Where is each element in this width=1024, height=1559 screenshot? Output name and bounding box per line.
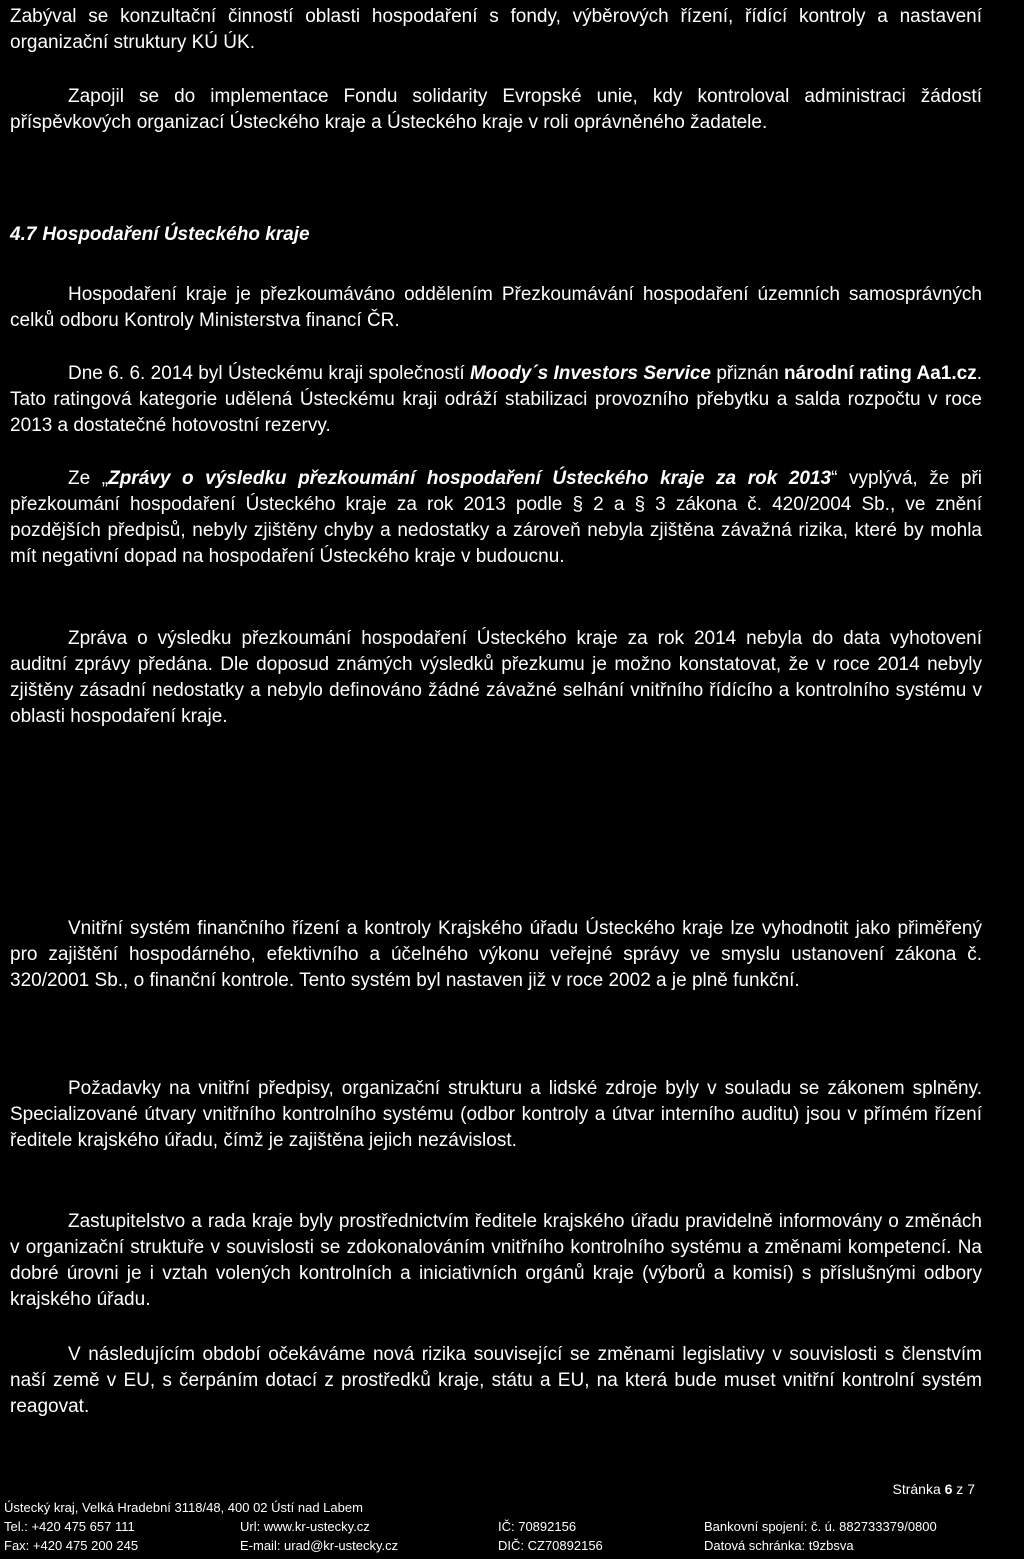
paragraph-council: Zastupitelstvo a rada kraje byly prostřednictvím ředitele krajského úřadu pravidelně informovány o změnách v organizační struktuře v souvislosti se zdokonalováním vnitřního kontrolního systému a změnami kompetencí. Na dobré úrovni je i vztah volených kontrolních a iniciativních orgánů kraje (výborů a komisí) s příslušnými odbory krajského úřadu. [10,1211,982,1310]
footer-databox: Datová schránka: t9zbsva [704,1538,854,1553]
rating-agency-name: Moody´s Investors Service [470,363,711,384]
footer-ico: IČ: 70892156 [498,1519,577,1534]
paragraph-future-risks: V následujícím období očekáváme nová rizika související se změnami legislativy v souvislosti s členstvím naší země v EU, s čerpáním dotací z prostředků kraje, státu a EU, na která bude muset vnitřní kontrolní systém reagovat. [10,1344,982,1417]
footer-fax: Fax: +420 475 200 245 [4,1538,139,1553]
paragraph-rating [10,361,982,439]
rating-text-start: Dne 6. 6. 2014 byl Ústeckému kraji společností [68,363,471,384]
paragraph-review-2013 [10,466,982,570]
paragraph-internal-control-system: Vnitřní systém finančního řízení a kontroly Krajského úřadu Ústeckého kraje lze vyhodnotit jako přiměřený pro zajištění hospodárného, efektivního a účelného výkonu veřejné správy ve smyslu ustanovení zákona č. 320/2001 Sb., o finanční kontrole. Tento systém byl nastaven již v roce 2002 a je plně funkční. [10,918,982,991]
footer-address-row [4,1498,1020,1517]
paragraph-review-oversight: Hospodaření kraje je přezkoumáváno oddělením Přezkoumávání hospodaření územních samosprávných celků odboru Kontroly Ministerstva financí ČR. [10,284,982,331]
paragraph-review-2014: Zpráva o výsledku přezkoumání hospodaření Ústeckého kraje za rok 2014 nebyla do data vyhotovení auditní zprávy předána. Dle doposud známých výsledků přezkumu je možno konstatovat, že v roce 2014 nebyly zjištěny zásadní nedostatky a nebylo definováno žádné závažné selhání vnitřního řídícího a kontrolního systému v oblasti hospodaření kraje. [10,628,982,727]
paragraph-solidarity-fund: Zapojil se do implementace Fondu solidarity Evropské unie, kdy kontroloval administraci žádostí příspěvkových organizací Ústeckého kraje a Ústeckého kraje v roli oprávněného žadatele. [10,86,982,133]
rating-text-end: . Tato ratingová kategorie udělená Ústeckému kraji odráží stabilizaci provozního přebytku a salda rozpočtu v roce 2013 a dostatečné hotovostní rezervy. [10,363,983,436]
review-2013-open: Ze „ [68,468,109,489]
page-total: 7 [967,1481,975,1497]
section-title: Hospodaření Ústeckého kraje [42,224,310,245]
footer-contact-row [4,1517,1020,1536]
footer-address: Ústecký kraj, Velká Hradební 3118/48, 400 02 Ústí nad Labem [4,1500,363,1515]
paragraph-consulting: Zabýval se konzultační činností oblasti hospodaření s fondy, výběrových řízení, řídící kontroly a nastavení organizační struktury KÚ ÚK. [10,6,982,53]
page-number: Stránka 6 z 7 [892,1481,975,1497]
page-current: 6 [944,1481,953,1497]
rating-value: národní rating Aa1.cz [784,363,977,384]
section-heading [10,222,310,248]
footer-dic: DIČ: CZ70892156 [498,1538,603,1553]
footer-url[interactable]: Url: www.kr-ustecky.cz [240,1519,370,1534]
paragraph-requirements: Požadavky na vnitřní předpisy, organizační strukturu a lidské zdroje byly v souladu se zákonem splněny. Specializované útvary vnitřního kontrolního systému (odbor kontroly a útvar interního auditu) jsou v přímém řízení ředitele krajského úřadu, čímž je zajištěna jejich nezávislost. [10,1078,982,1151]
review-2013-body: “ vyplývá, že při přezkoumání hospodaření Ústeckého kraje za rok 2013 podle § 2 a § 3 zákona č. 420/2004 Sb., ve znění pozdějších předpisů, nebyly zjištěny chyby a nedostatky a zároveň nebyla zjištěna závažná rizika, které by mohla mít negativní dopad na hospodaření Ústeckého kraje v budoucnu. [10,468,983,567]
footer-email[interactable]: E-mail: urad@kr-ustecky.cz [240,1538,399,1553]
review-2013-report-title: Zprávy o výsledku přezkoumání hospodaření Ústeckého kraje za rok 2013 [108,468,832,489]
footer-tel: Tel.: +420 475 657 111 [4,1519,135,1534]
section-number: 4.7 [10,224,37,245]
footer-contact-row-2 [4,1536,1020,1555]
footer-bank: Bankovní spojení: č. ú. 882733379/0800 [704,1519,937,1534]
rating-text-mid: přiznán [710,363,785,384]
